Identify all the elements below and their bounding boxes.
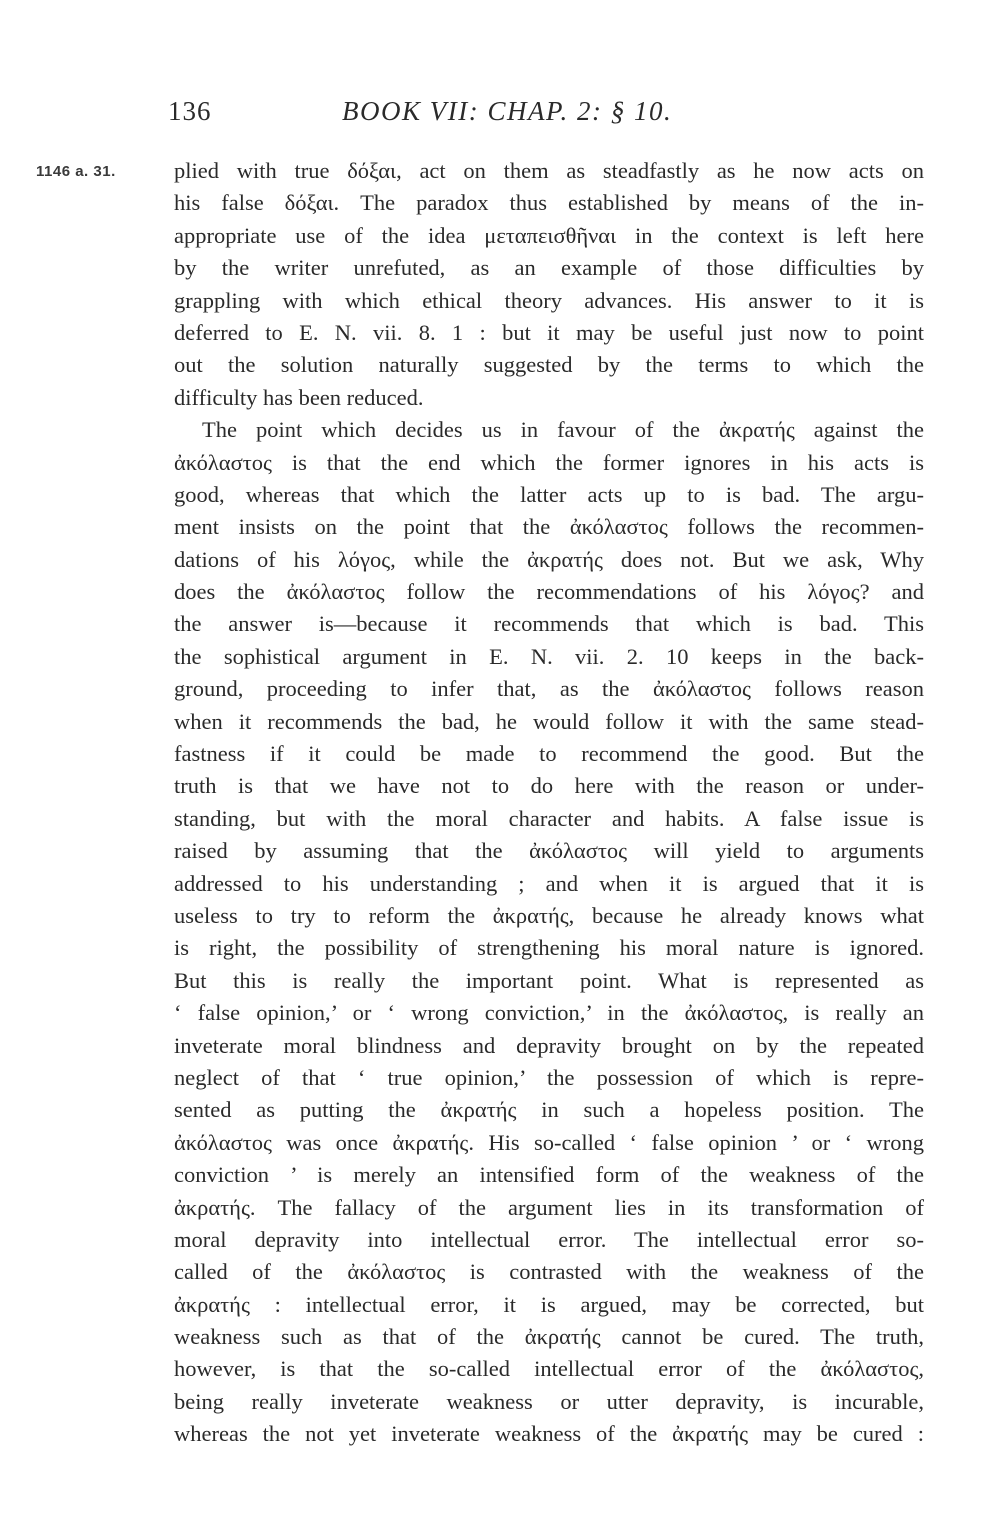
- text-line: raised by assuming that the ἀκόλαστος will yield to arguments: [174, 838, 924, 864]
- page-header: [168, 96, 788, 136]
- paragraph-start-line: The point which decides us in favour of the ἀκρατής against the: [202, 417, 924, 443]
- text-line: ment insists on the point that the ἀκόλαστος follows the recommen-: [174, 514, 924, 540]
- text-line: standing, but with the moral character and habits. A false issue is: [174, 805, 924, 831]
- text-line: his false δόξαι. The paradox thus established by means of the in-: [174, 190, 924, 216]
- text-line: ἀκόλαστος was once ἀκρατής. His so-called ‘ false opinion ’ or ‘ wrong: [174, 1129, 924, 1155]
- text-line: called of the ἀκόλαστος is contrasted with the weakness of the: [174, 1259, 924, 1285]
- text-line: plied with true δόξαι, act on them as steadfastly as he now acts on: [174, 158, 924, 183]
- text-line: appropriate use of the idea μεταπεισθῆναι in the context is left here: [174, 222, 924, 248]
- text-line: the answer is—because it recommends that which is bad. This: [174, 611, 924, 637]
- text-line: weakness such as that of the ἀκρατής cannot be cured. The truth,: [174, 1324, 924, 1350]
- text-line: out the solution naturally suggested by the terms to which the: [174, 352, 924, 378]
- text-line: being really inveterate weakness or utter depravity, is incurable,: [174, 1388, 924, 1414]
- text-line: useless to try to reform the ἀκρατής, because he already knows what: [174, 902, 924, 928]
- text-line: ground, proceeding to infer that, as the ἀκόλαστος follows reason: [174, 676, 924, 702]
- text-line: truth is that we have not to do here with the reason or under-: [174, 773, 924, 799]
- text-line: ‘ false opinion,’ or ‘ wrong conviction,’ in the ἀκόλαστος, is really an: [174, 1000, 924, 1026]
- text-line: sented as putting the ἀκρατής in such a hopeless position. The: [174, 1097, 924, 1123]
- text-line: dations of his λόγος, while the ἀκρατής does not. But we ask, Why: [174, 546, 924, 572]
- text-line: deferred to E. N. vii. 8. 1 : but it may be useful just now to point: [174, 319, 924, 345]
- margin-reference: 1146 a. 31.: [36, 163, 116, 180]
- text-line: however, is that the so-called intellectual error of the ἀκόλαστος,: [174, 1356, 924, 1382]
- text-line: by the writer unrefuted, as an example of those difficulties by: [174, 255, 924, 281]
- page-number: 136: [168, 96, 212, 126]
- text-line: difficulty has been reduced.: [174, 384, 424, 410]
- text-line: ἀκόλαστος is that the end which the former ignores in his acts is: [174, 449, 924, 475]
- text-line: neglect of that ‘ true opinion,’ the possession of which is repre-: [174, 1064, 924, 1090]
- text-line: the sophistical argument in E. N. vii. 2. 10 keeps in the back-: [174, 643, 924, 669]
- text-line: fastness if it could be made to recommend the good. But the: [174, 741, 924, 767]
- text-line: grappling with which ethical theory advances. His answer to it is: [174, 287, 924, 313]
- text-line: ἀκρατής. The fallacy of the argument lies in its transformation of: [174, 1194, 924, 1220]
- text-line: does the ἀκόλαστος follow the recommendations of his λόγος? and: [174, 579, 924, 605]
- text-line: moral depravity into intellectual error. The intellectual error so-: [174, 1226, 924, 1252]
- text-line: addressed to his understanding ; and when it is argued that it is: [174, 870, 924, 896]
- text-line: But this is really the important point. What is represented as: [174, 967, 924, 993]
- text-line: good, whereas that which the latter acts up to is bad. The argu-: [174, 481, 924, 507]
- text-line: ἀκρατής : intellectual error, it is argued, may be corrected, but: [174, 1291, 924, 1317]
- text-line: conviction ’ is merely an intensified form of the weakness of the: [174, 1162, 924, 1188]
- text-line: when it recommends the bad, he would follow it with the same stead-: [174, 708, 924, 734]
- running-head: BOOK VII: CHAP. 2: § 10.: [342, 96, 673, 126]
- body-text: [174, 155, 924, 1451]
- text-line: whereas the not yet inveterate weakness of the ἀκρατής may be cured :: [174, 1421, 924, 1447]
- text-line: is right, the possibility of strengthening his moral nature is ignored.: [174, 935, 924, 961]
- text-line: inveterate moral blindness and depravity brought on by the repeated: [174, 1032, 924, 1058]
